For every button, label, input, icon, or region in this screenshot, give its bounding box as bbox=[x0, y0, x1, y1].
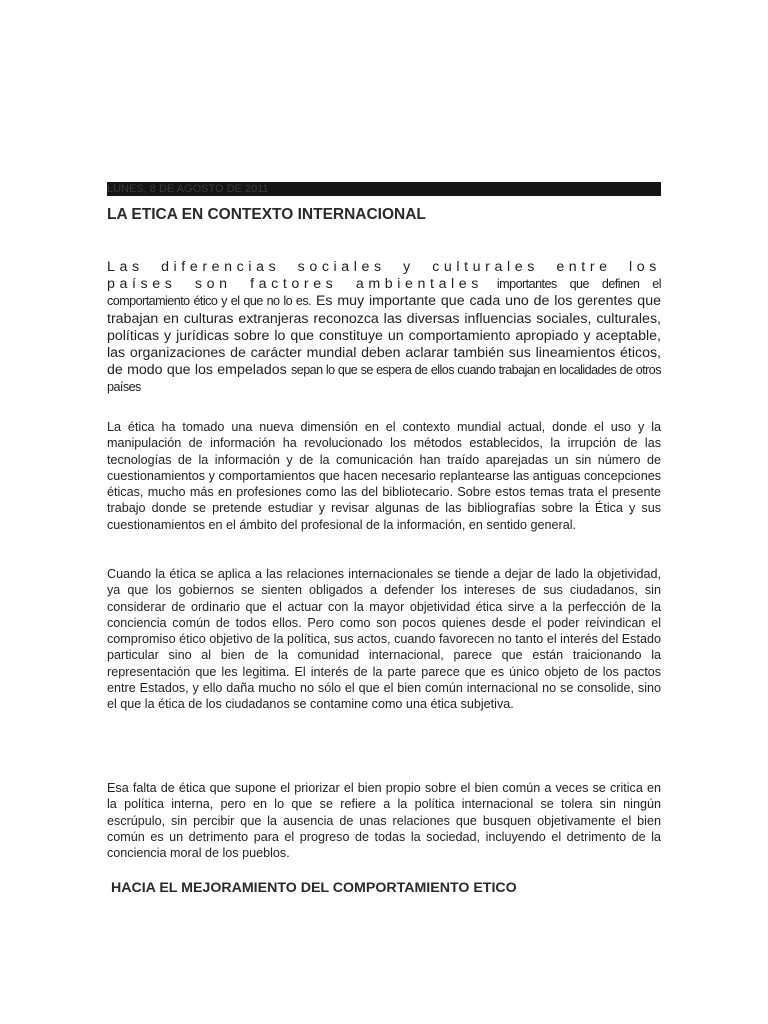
section-heading: HACIA EL MEJORAMIENTO DEL COMPORTAMIENTO ETICO bbox=[111, 880, 517, 896]
intro-spaced-text: Las diferencias sociales y culturales entre los países son factores ambientales bbox=[107, 259, 661, 293]
body-paragraph-1: La ética ha tomado una nueva dimensión en el contexto mundial actual, donde el uso y la manipulación de información ha revolucionado los métodos establecidos, la irrupción de las tecnologías de la información y de la comunicación han traído aparejadas un sin número de cuestionamientos y comportamientos que hacen necesario replantearse las antiguas concepciones éticas, mucho más en profesiones como las del bibliotecario. Sobre estos temas trata el presente trabajo donde se pretende estudiar y revisar algunas de las bibliografías sobre la Ética y sus cuestionamientos en el ámbito del profesional de la información, en sentido general. bbox=[107, 420, 661, 532]
intro-normal-text: Es muy importante que cada uno de los gerentes que trabajan en culturas extranjeras reconozca las diversas influencias sociales, culturales, políticas y jurídicas sobre lo que constituye un comportamiento apropiado y aceptable, las organizaciones de carácter mundial deben aclarar también sus lineamientos éticos, de modo que los empelados bbox=[107, 293, 661, 379]
post-title: LA ETICA EN CONTEXTO INTERNACIONAL bbox=[107, 206, 426, 223]
post-date-bar: LUNES, 8 DE AGOSTO DE 2011 bbox=[107, 182, 661, 196]
body-paragraph-3: Esa falta de ética que supone el priorizar el bien propio sobre el bien común a veces se critica en la política interna, pero en lo que se refiere a la política internacional se tolera sin ningún escrúpulo, sin percibir que la ausencia de unas relaciones que busquen objetivamente el bien común es un detrimento para el progreso de todas la sociedad, incluyendo el detrimento de la conciencia moral de los pueblos. bbox=[107, 781, 661, 861]
body-paragraph-2: Cuando la ética se aplica a las relaciones internacionales se tiende a dejar de lado la objetividad, ya que los gobiernos se sienten obligados a defender los intereses de sus ciudadanos, sin considerar de ordinario que el actuar con la mayor objetividad ética sirve a la perfección de la conciencia común de todos ellos. Pero como son pocos quienes desde el poder reivindican el compromiso ético objetivo de la política, sus actos, cuando favorecen no tanto el interés del Estado particular sino al bien de la comunidad internacional, parece que están traicionando la representación que les legitima. El interés de la parte parece que es único objeto de los pactos entre Estados, y ello daña mucho no sólo el que el bien común internacional no se consolide, sino el que la ética de los ciudadanos se contamine como una ética subjetiva. bbox=[107, 567, 661, 712]
intro-condensed-text-a: importantes que definen el comportamiento ético y el que no lo es. bbox=[107, 277, 661, 309]
intro-condensed-text-b: sepan lo que se espera de ellos cuando trabajan en localidades de otros países bbox=[107, 363, 661, 395]
intro-paragraph bbox=[107, 259, 661, 397]
